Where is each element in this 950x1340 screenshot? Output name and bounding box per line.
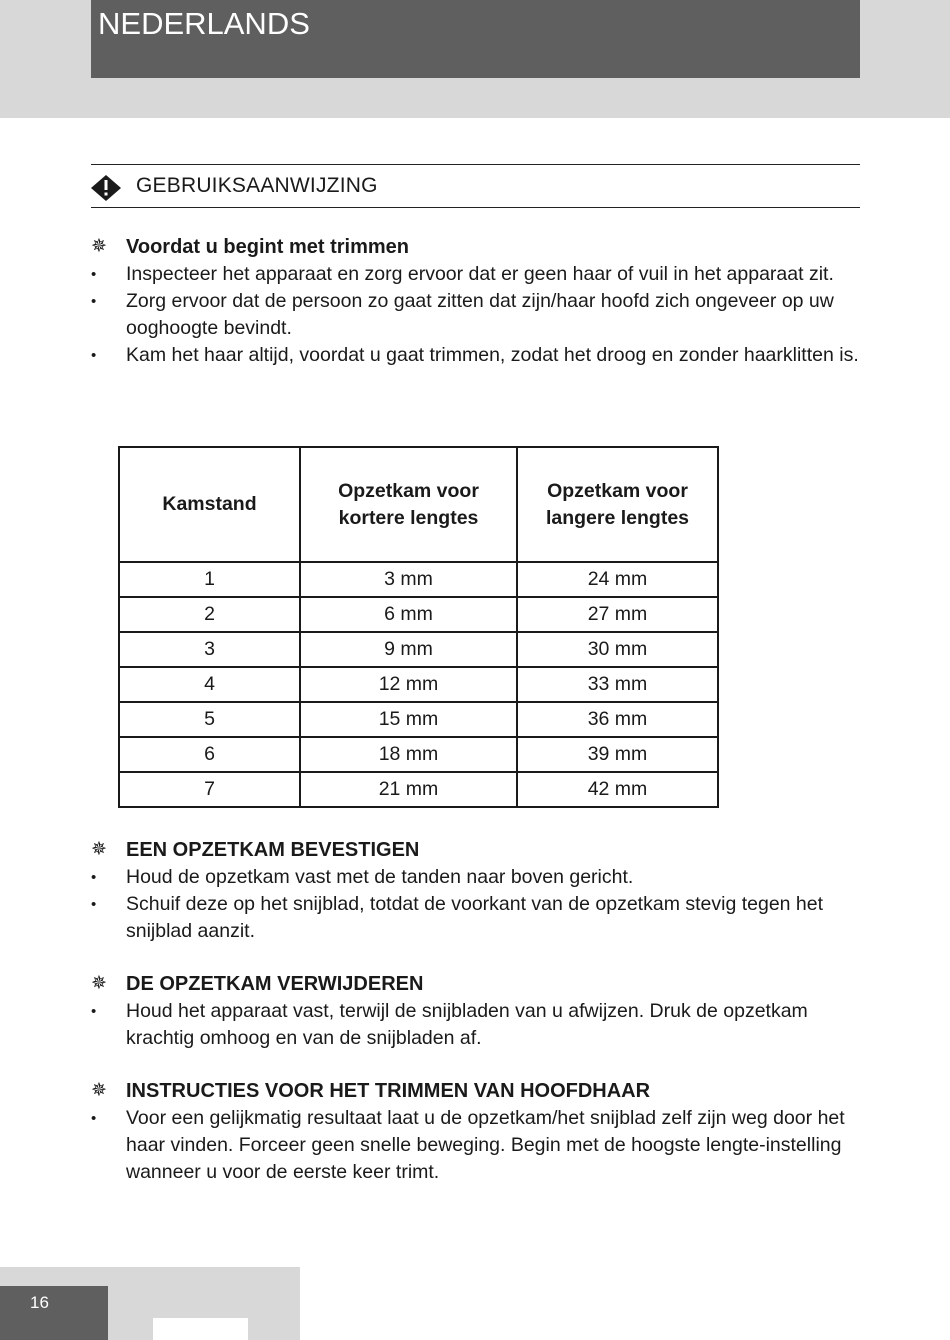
- list-item: • Kam het haar altijd, voordat u gaat trimmen, zodat het droog en zonder haarklitten is.: [91, 342, 860, 369]
- table-cell: 27 mm: [517, 597, 718, 632]
- table-cell: 21 mm: [300, 772, 517, 807]
- attach-block: [91, 837, 860, 945]
- language-header: NEDERLANDS: [91, 0, 860, 78]
- table-cell: 9 mm: [300, 632, 517, 667]
- page-number: 16: [0, 1286, 108, 1340]
- table-cell: 30 mm: [517, 632, 718, 667]
- instructions-block: [91, 1078, 860, 1186]
- table-cell: 39 mm: [517, 737, 718, 772]
- list-item: • Inspecteer het apparaat en zorg ervoor dat er geen haar of vuil in het apparaat zit.: [91, 261, 860, 288]
- table-cell: 42 mm: [517, 772, 718, 807]
- attach-heading: EEN OPZETKAM BEVESTIGEN: [126, 839, 420, 861]
- table-cell: 6 mm: [300, 597, 517, 632]
- table-row: [119, 772, 718, 807]
- section-title: GEBRUIKSAANWIJZING: [136, 174, 378, 197]
- table-header-kamstand: Kamstand: [119, 447, 300, 562]
- table-cell: 33 mm: [517, 667, 718, 702]
- comb-length-table: [118, 446, 719, 808]
- list-item: • Schuif deze op het snijblad, totdat de voorkant van de opzetkam stevig tegen het snijblad aanzit.: [91, 891, 860, 945]
- table-cell: 12 mm: [300, 667, 517, 702]
- table-cell: 2: [119, 597, 300, 632]
- table-cell: 6: [119, 737, 300, 772]
- list-item: • Voor een gelijkmatig resultaat laat u de opzetkam/het snijblad zelf zijn weg door het haar vinden. Forceer geen snelle beweging. Begin met de hoogste lengte-instelling wanneer u voor de eerste keer trimt.: [91, 1105, 860, 1186]
- list-item: • Zorg ervoor dat de persoon zo gaat zitten dat zijn/haar hoofd zich ongeveer op uw ooghoogte bevindt.: [91, 288, 860, 342]
- table-cell: 4: [119, 667, 300, 702]
- star-icon: ✵: [91, 973, 107, 994]
- table-row: [119, 737, 718, 772]
- warning-icon: [91, 175, 121, 201]
- star-icon: ✵: [91, 236, 107, 257]
- instructions-heading: INSTRUCTIES VOOR HET TRIMMEN VAN HOOFDHAAR: [126, 1080, 651, 1102]
- table-row: [119, 597, 718, 632]
- table-cell: 7: [119, 772, 300, 807]
- table-cell: 18 mm: [300, 737, 517, 772]
- table-cell: 1: [119, 562, 300, 597]
- footer-tab: [153, 1318, 248, 1340]
- table-cell: 3 mm: [300, 562, 517, 597]
- remove-heading: DE OPZETKAM VERWIJDEREN: [126, 973, 424, 995]
- list-item: • Houd de opzetkam vast met de tanden naar boven gericht.: [91, 864, 860, 891]
- table-row: [119, 562, 718, 597]
- before-trimming-heading: Voordat u begint met trimmen: [126, 236, 409, 258]
- table-row: [119, 632, 718, 667]
- table-row: [119, 702, 718, 737]
- section-header: [91, 164, 860, 208]
- before-trimming-block: [91, 234, 860, 369]
- table-cell: 36 mm: [517, 702, 718, 737]
- table-cell: 15 mm: [300, 702, 517, 737]
- table-header-short: Opzetkam voor kortere lengtes: [300, 447, 517, 562]
- list-item: • Houd het apparaat vast, terwijl de snijbladen van u afwijzen. Druk de opzetkam krachtig omhoog en van de snijbladen af.: [91, 998, 860, 1052]
- table-cell: 3: [119, 632, 300, 667]
- table-cell: 24 mm: [517, 562, 718, 597]
- table-row: [119, 667, 718, 702]
- star-icon: ✵: [91, 1080, 107, 1101]
- table-cell: 5: [119, 702, 300, 737]
- table-header-long: Opzetkam voor langere lengtes: [517, 447, 718, 562]
- star-icon: ✵: [91, 839, 107, 860]
- remove-block: [91, 971, 860, 1052]
